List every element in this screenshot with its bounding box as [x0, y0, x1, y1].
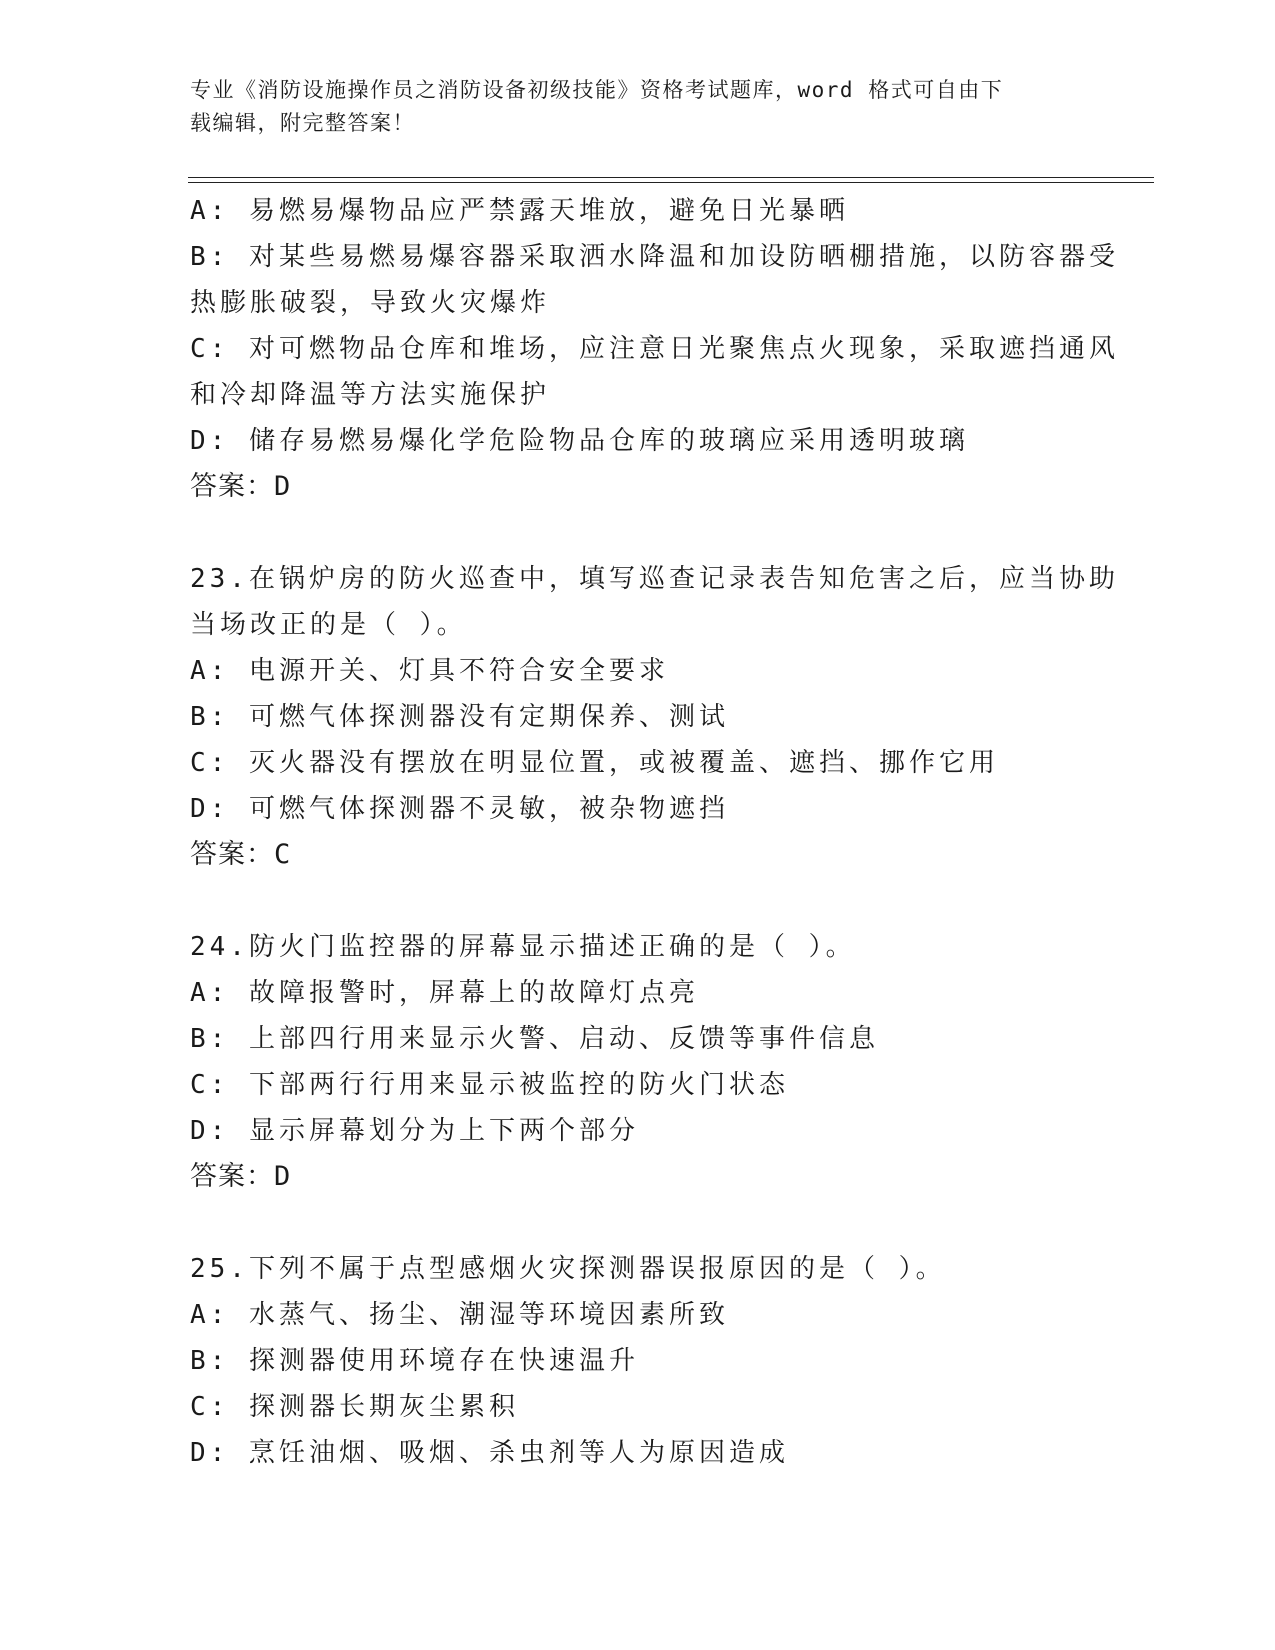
option-c: C: 下部两行行用来显示被监控的防火门状态 [190, 1070, 789, 1100]
question-list [190, 188, 1119, 1476]
option-d: D: 可燃气体探测器不灵敏，被杂物遮挡 [190, 794, 729, 824]
question-block-25 [190, 1246, 1090, 1476]
option-b-cont: 热膨胀破裂，导致火灾爆炸 [190, 288, 551, 318]
option-a: A: 故障报警时，屏幕上的故障灯点亮 [190, 978, 699, 1008]
option-b: B: 对某些易燃易爆容器采取洒水降温和加设防晒棚措施，以防容器受 [190, 242, 1119, 272]
option-c-cont: 和冷却降温等方法实施保护 [190, 380, 551, 410]
option-a: A: 水蒸气、扬尘、潮湿等环境因素所致 [190, 1300, 729, 1330]
option-c: C: 灭火器没有摆放在明显位置，或被覆盖、遮挡、挪作它用 [190, 748, 999, 778]
header-line-2: 载编辑，附完整答案！ [190, 111, 415, 135]
option-c: C: 探测器长期灰尘累积 [190, 1392, 519, 1422]
question-block-24 [190, 924, 1090, 1200]
option-d: D: 储存易燃易爆化学危险物品仓库的玻璃应采用透明玻璃 [190, 426, 969, 456]
answer: 答案：D [190, 1161, 292, 1192]
option-b: B: 可燃气体探测器没有定期保养、测试 [190, 702, 729, 732]
answer: 答案：D [190, 471, 292, 502]
question-text: 23.在锅炉房的防火巡查中，填写巡查记录表告知危害之后，应当协助 [190, 564, 1119, 594]
option-a: A: 易燃易爆物品应严禁露天堆放，避免日光暴晒 [190, 196, 849, 226]
question-text: 24.防火门监控器的屏幕显示描述正确的是（ ）。 [190, 932, 856, 962]
question-text-cont: 当场改正的是（ ）。 [190, 610, 467, 640]
option-b: B: 探测器使用环境存在快速温升 [190, 1346, 639, 1376]
option-b: B: 上部四行用来显示火警、启动、反馈等事件信息 [190, 1024, 879, 1054]
option-a: A: 电源开关、灯具不符合安全要求 [190, 656, 669, 686]
question-text: 25.下列不属于点型感烟火灾探测器误报原因的是（ ）。 [190, 1254, 946, 1284]
header-divider [188, 177, 1154, 183]
option-c: C: 对可燃物品仓库和堆场，应注意日光聚焦点火现象，采取遮挡通风 [190, 334, 1119, 364]
header-line-1: 专业《消防设施操作员之消防设备初级技能》资格考试题库，word 格式可自由下 [190, 78, 1004, 102]
option-d: D: 显示屏幕划分为上下两个部分 [190, 1116, 639, 1146]
question-block-23 [190, 556, 1119, 878]
answer: 答案：C [190, 839, 292, 870]
question-block-22 [190, 188, 1119, 510]
document-header [190, 74, 1070, 140]
option-d: D: 烹饪油烟、吸烟、杀虫剂等人为原因造成 [190, 1438, 789, 1468]
